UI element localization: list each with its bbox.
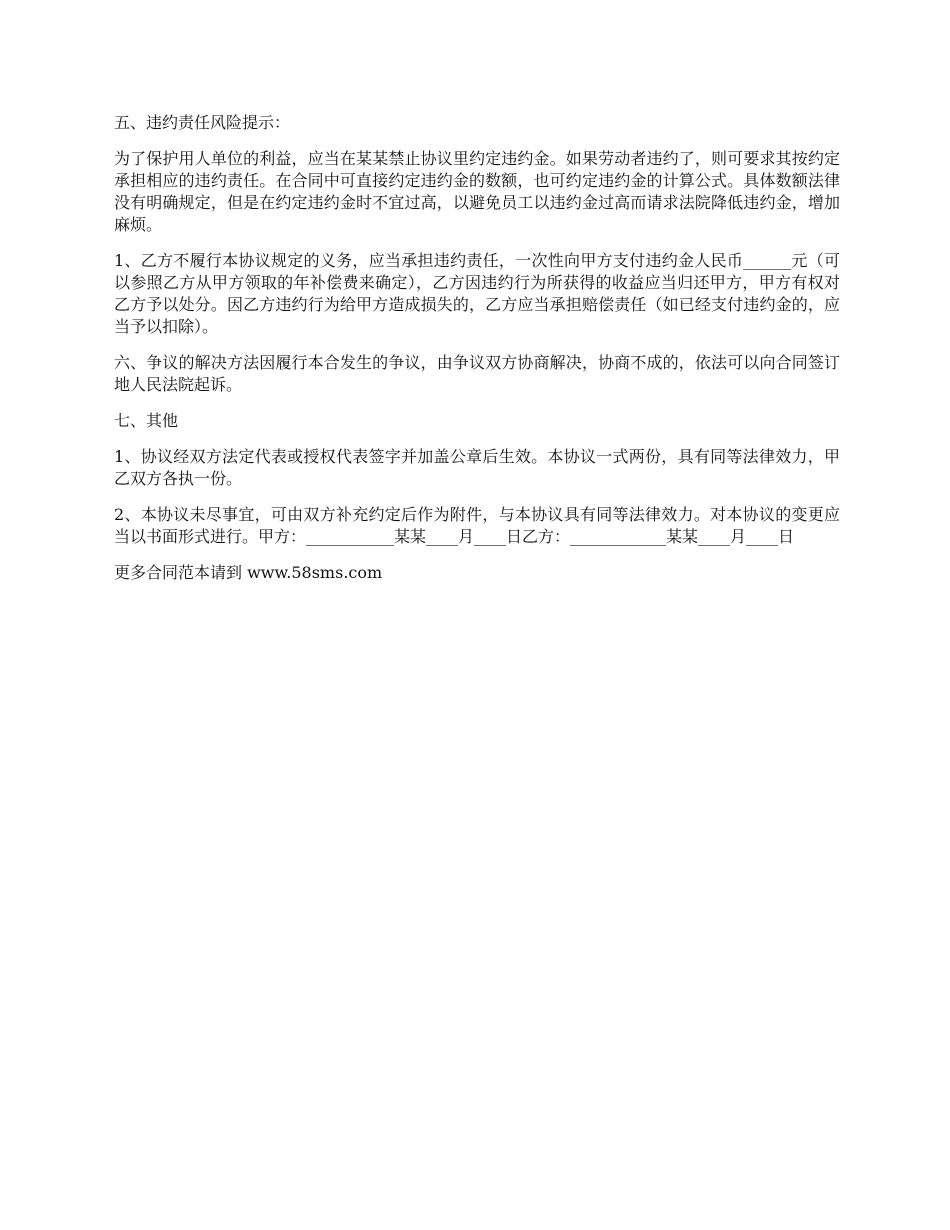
section-dispute-resolution: 六、争议的解决方法因履行本合发生的争议，由争议双方协商解决，协商不成的，依法可以向合同签订地人民法院起诉。 [114, 353, 840, 394]
clause-2-supplement-signatures: 2、本协议未尽事宜，可由双方补充约定后作为附件，与本协议具有同等法律效力。对本协议的变更应当以书面形式进行。甲方：___________某某____月____日乙方：____________某某____月____日 [114, 505, 840, 546]
document-page [114, 112, 840, 598]
footer-more-templates: 更多合同范本请到 www.58sms.com [114, 563, 383, 582]
clause-1-effectiveness: 1、协议经双方法定代表或授权代表签字并加盖公章后生效。本协议一式两份，具有同等法律效力，甲乙双方各执一份。 [114, 447, 840, 488]
clause-1-breach-penalty: 1、乙方不履行本协议规定的义务，应当承担违约责任，一次性向甲方支付违约金人民币______元（可以参照乙方从甲方领取的年补偿费来确定），乙方因违约行为所获得的收益应当归还甲方，甲方有权对乙方予以处分。因乙方违约行为给甲方造成损失的，乙方应当承担赔偿责任（如已经支付违约金的，应当予以扣除）。 [114, 251, 840, 336]
paragraph-penalty-advice: 为了保护用人单位的利益，应当在某某禁止协议里约定违约金。如果劳动者违约了，则可要求其按约定承担相应的违约责任。在合同中可直接约定违约金的数额，也可约定违约金的计算公式。具体数额法律没有明确规定，但是在约定违约金时不宜过高，以避免员工以违约金过高而请求法院降低违约金，增加麻烦。 [114, 149, 840, 234]
section-heading-breach-liability: 五、违约责任风险提示： [114, 113, 291, 132]
section-heading-other: 七、其他 [114, 411, 179, 430]
